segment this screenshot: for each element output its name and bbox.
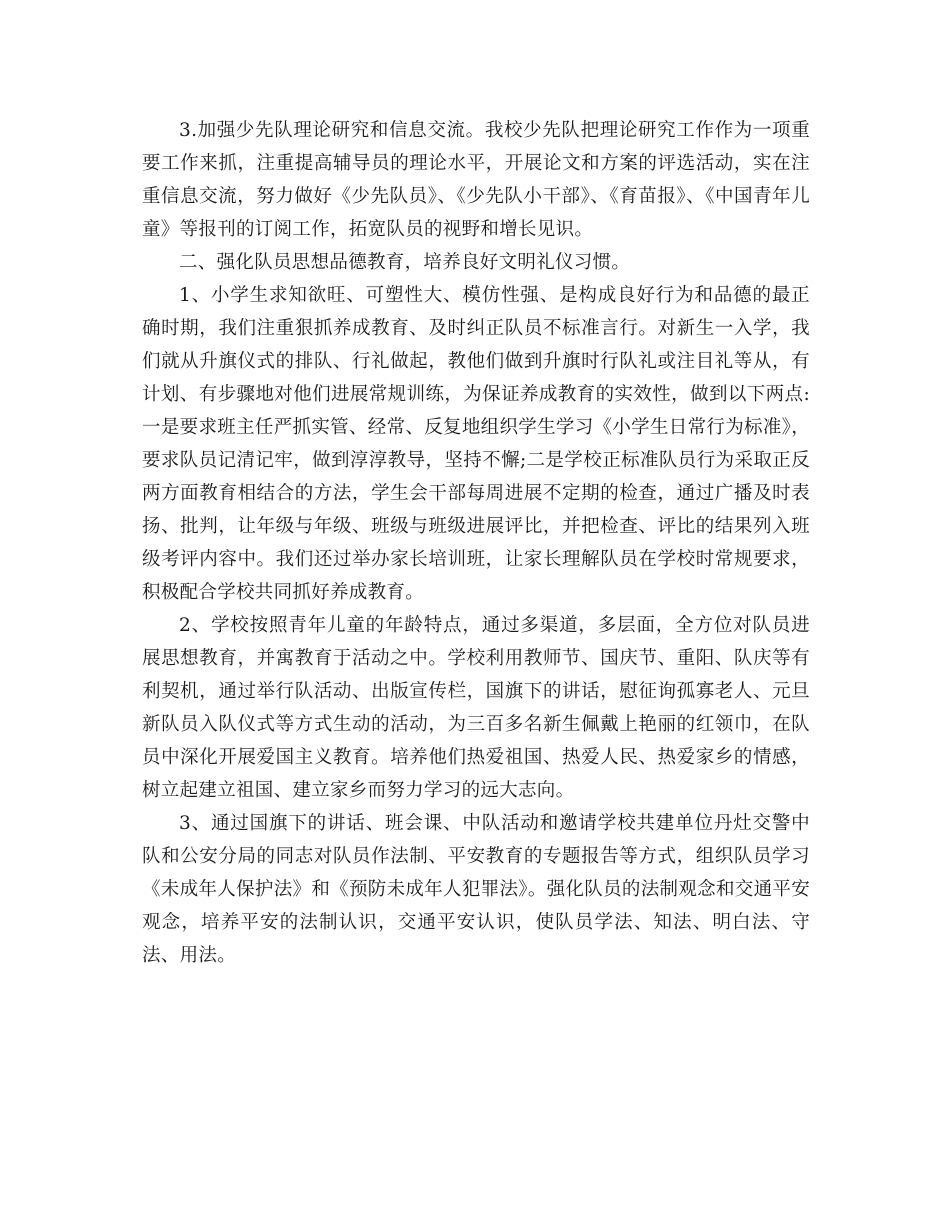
paragraph-4: 3、通过国旗下的讲话、班会课、中队活动和邀请学校共建单位丹灶交警中队和公安分局的同志对队员作法制、平安教育的专题报告等方式，组织队员学习《未成年人保护法》和《预防未成年人犯罪法》。强化队员的法制观念和交通平安观念，培养平安的法制认识，交通平安认识，使队员学法、知法、明白法、守法、用法。 [142, 813, 810, 966]
paragraph-3: 2、学校按照青年儿童的年龄特点，通过多渠道，多层面，全方位对队员进展思想教育，并寓教育于活动之中。学校利用教师节、国庆节、重阳、队庆等有利契机，通过举行队活动、出版宣传栏，国旗下的讲话，慰征询孤寡老人、元旦新队员入队仪式等方式生动的活动，为三百多名新生佩戴上艳丽的红领巾，在队员中深化开展爱国主义教育。培养他们热爱祖国、热爱人民、热爱家乡的情感，树立起建立祖国、建立家乡而努力学习的远大志向。 [142, 615, 810, 801]
document-body [142, 114, 810, 972]
paragraph-2: 1、小学生求知欲旺、可塑性大、模仿性强、是构成良好行为和品德的最正确时期，我们注重狠抓养成教育、及时纠正队员不标准言行。对新生一入学，我们就从升旗仪式的排队、行礼做起，教他们做到升旗时行队礼或注目礼等从，有计划、有步骤地对他们进展常规训练，为保证养成教育的实效性，做到以下两点:一是要求班主任严抓实管、经常、反复地组织学生学习《小学生日常行为标准》，要求队员记清记牢，做到淳淳教导，坚持不懈;二是学校正标准队员行为采取正反两方面教育相结合的方法，学生会干部每周进展不定期的检查，通过广播及时表扬、批判，让年级与年级、班级与班级进展评比，并把检查、评比的结果列入班级考评内容中。我们还过举办家长培训班，让家长理解队员在学校时常规要求，积极配合学校共同抓好养成教育。 [142, 285, 810, 603]
section-heading: 二、强化队员思想品德教育，培养良好文明礼仪习惯。 [179, 252, 631, 273]
paragraph-1: 3.加强少先队理论研究和信息交流。我校少先队把理论研究工作作为一项重要工作来抓，注重提高辅导员的理论水平，开展论文和方案的评选活动，实在注重信息交流，努力做好《少先队员》、《少先队小干部》、《育苗报》、《中国青年儿童》等报刊的订阅工作，拓宽队员的视野和增长见识。 [142, 120, 810, 240]
